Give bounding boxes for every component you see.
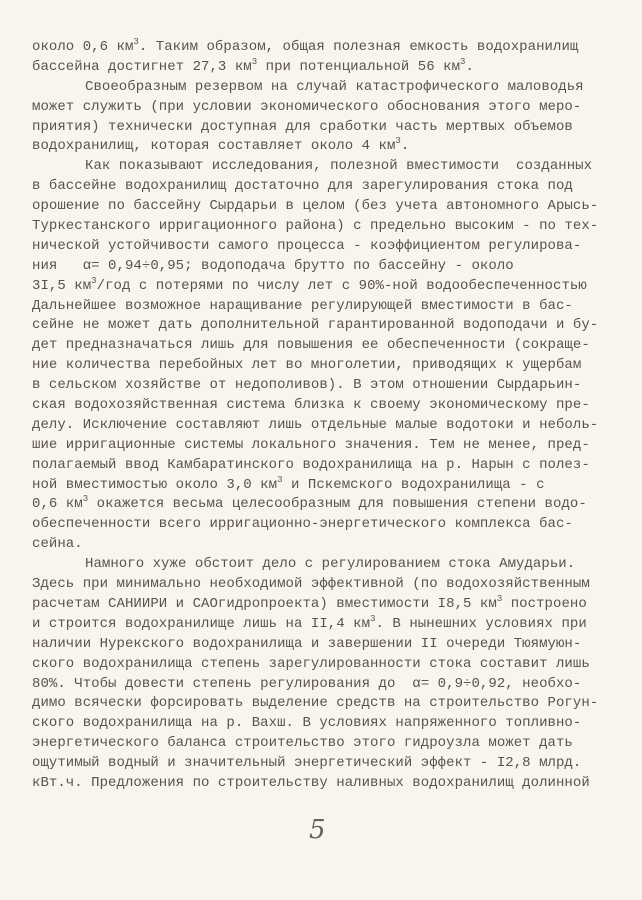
text-line xyxy=(32,336,592,356)
text-line xyxy=(32,535,592,555)
text-line xyxy=(32,456,592,476)
text-segment: . Таким образом, общая полезная емкость водохранилищ xyxy=(138,39,579,55)
text-segment: делу. Исключение составляют лишь отдельные малые водотоки и неболь- xyxy=(32,416,599,433)
text-segment: 0,6 км xyxy=(32,496,83,513)
text-segment: ощутимый водный и значительный энергетический эффект - I2,8 млрд. xyxy=(32,755,582,772)
text-line xyxy=(32,416,599,436)
text-segment: Туркестанского ирригационного района) с предельно высоким - по тех- xyxy=(32,218,599,235)
text-segment: полагаемый ввод Камбаратинского водохранилища на р. Нарын с полез- xyxy=(32,456,590,473)
text-segment: окажется весьма целесообразным для повышения степени водо- xyxy=(88,496,587,513)
text-segment: наличии Нурекского водохранилища и завершении II очереди Тюямуюн- xyxy=(32,635,582,652)
text-segment: может служить (при условии экономического обоснования этого меро- xyxy=(32,98,582,115)
text-line xyxy=(32,655,592,675)
text-line xyxy=(32,396,592,416)
text-segment: орошение по бассейну Сырдарьи в целом (без учета автономного Арысь- xyxy=(32,198,599,215)
text-segment: водохранилищ, которая составляет около 4 км xyxy=(32,138,396,155)
text-segment: приятия) технически доступная для сработки часть мертвых объемов xyxy=(32,118,573,135)
text-segment: энергетического баланса строительство этого гидроузла может дать xyxy=(32,735,573,752)
superscript: 3 xyxy=(496,593,503,604)
text-line xyxy=(32,495,592,515)
text-segment: димо всячески форсировать выделение средств на строительство Рогун- xyxy=(32,695,599,712)
superscript: 3 xyxy=(395,136,401,147)
text-line xyxy=(32,376,592,396)
page-number: 5 xyxy=(309,815,326,845)
text-segment: . xyxy=(400,138,410,155)
text-line xyxy=(32,78,592,98)
text-segment: ние количества перебойных лет во многолетии, приводящих к ущербам xyxy=(32,357,582,374)
text-line xyxy=(32,217,599,237)
text-segment: Дальнейшее возможное наращивание регулирующей вместимости в бас- xyxy=(32,297,573,314)
superscript: 3 xyxy=(133,37,139,47)
superscript: 3 xyxy=(460,56,466,67)
text-line xyxy=(32,197,599,217)
text-segment: в сельском хозяйстве от недополивов). В этом отношении Сырдарьин- xyxy=(32,377,582,394)
text-segment: в бассейне водохранилищ достаточно для зарегулирования стока под xyxy=(32,178,573,195)
text-line xyxy=(32,714,592,734)
text-segment: Намного хуже обстоит дело с регулированием стока Амударьи. xyxy=(85,556,576,573)
text-segment: Своеобразным резервом на случай катастрофического маловодья xyxy=(85,78,584,95)
superscript: 3 xyxy=(370,613,376,624)
text-line xyxy=(32,118,592,138)
text-line xyxy=(32,436,592,456)
text-line xyxy=(32,297,592,317)
text-line xyxy=(32,157,592,177)
text-line xyxy=(32,98,592,118)
text-line xyxy=(32,476,592,496)
text-segment: ной вместимостью около 3,0 км xyxy=(32,476,278,493)
text-segment: нической устойчивости самого процесса - коэффициентом регулирова- xyxy=(32,237,582,254)
superscript: 3 xyxy=(251,56,258,67)
text-segment: сейна. xyxy=(32,536,83,553)
text-line xyxy=(32,575,592,595)
text-line xyxy=(32,555,592,575)
text-segment: построено xyxy=(502,595,587,612)
text-line xyxy=(32,694,599,714)
text-line xyxy=(32,58,592,78)
text-line xyxy=(32,257,592,277)
text-line xyxy=(32,515,592,535)
text-segment: . xyxy=(465,58,474,75)
text-line xyxy=(32,734,592,754)
text-segment: 3I,5 км xyxy=(32,277,92,294)
text-segment: ского водохранилища на р. Вахш. В условиях напряженного топливно- xyxy=(32,715,582,732)
text-segment: . В нынешних условиях при xyxy=(375,615,587,632)
text-segment: шие ирригационные системы локального значения. Тем не менее, пред- xyxy=(32,436,590,453)
text-line xyxy=(32,177,592,197)
text-line xyxy=(32,356,592,376)
superscript: 3 xyxy=(82,494,89,505)
text-line xyxy=(32,316,599,336)
text-segment: сейне не может дать дополнительной гарантированной водоподачи и бу- xyxy=(32,317,599,334)
text-segment: и Пскемского водохранилища - с xyxy=(282,476,545,493)
text-line xyxy=(32,38,592,58)
text-segment: обеспеченности всего ирригационно-энергетического комплекса бас- xyxy=(32,516,573,533)
text-segment: при потенциальной 56 км xyxy=(257,58,461,75)
text-line xyxy=(32,615,592,635)
text-segment: ния α= 0,94÷0,95; водоподача брутто по бассейну - около xyxy=(32,257,514,274)
text-segment: кВт.ч. Предложения по строительству наливных водохранилищ долинной xyxy=(32,774,590,791)
text-segment: бассейна достигнет 27,3 км xyxy=(32,58,252,75)
text-line xyxy=(32,774,592,794)
text-line xyxy=(32,675,592,695)
text-segment: расчетам САНИИРИ и САОгидропроекта) вместимости I8,5 км xyxy=(32,595,497,612)
text-line xyxy=(32,277,592,297)
superscript: 3 xyxy=(277,474,283,485)
text-line xyxy=(32,754,592,774)
text-segment: Как показывают исследования, полезной вместимости созданных xyxy=(85,158,593,175)
text-segment: /год с потерями по числу лет с 90%-ной водообеспеченностью xyxy=(96,277,587,294)
text-segment: Здесь при минимально необходимой эффективной (по водохозяйственным xyxy=(32,576,590,593)
document-body xyxy=(32,37,599,794)
text-line xyxy=(32,137,592,157)
text-line xyxy=(32,237,592,257)
text-line xyxy=(32,635,592,655)
text-segment: дет предназначаться лишь для повышения ее обеспеченности (сокраще- xyxy=(32,337,590,354)
superscript: 3 xyxy=(91,275,97,286)
text-segment: ская водохозяйственная система близка к своему экономическому пре- xyxy=(32,397,590,414)
text-segment: и строится водохранилище лишь на II,4 км xyxy=(32,615,371,632)
text-segment: около 0,6 км xyxy=(32,39,134,55)
text-segment: 80%. Чтобы довести степень регулирования до α= 0,9÷0,92, необхо- xyxy=(32,675,582,692)
text-line xyxy=(32,595,592,615)
text-segment: ского водохранилища степень зарегулированности стока составит лишь xyxy=(32,655,590,672)
